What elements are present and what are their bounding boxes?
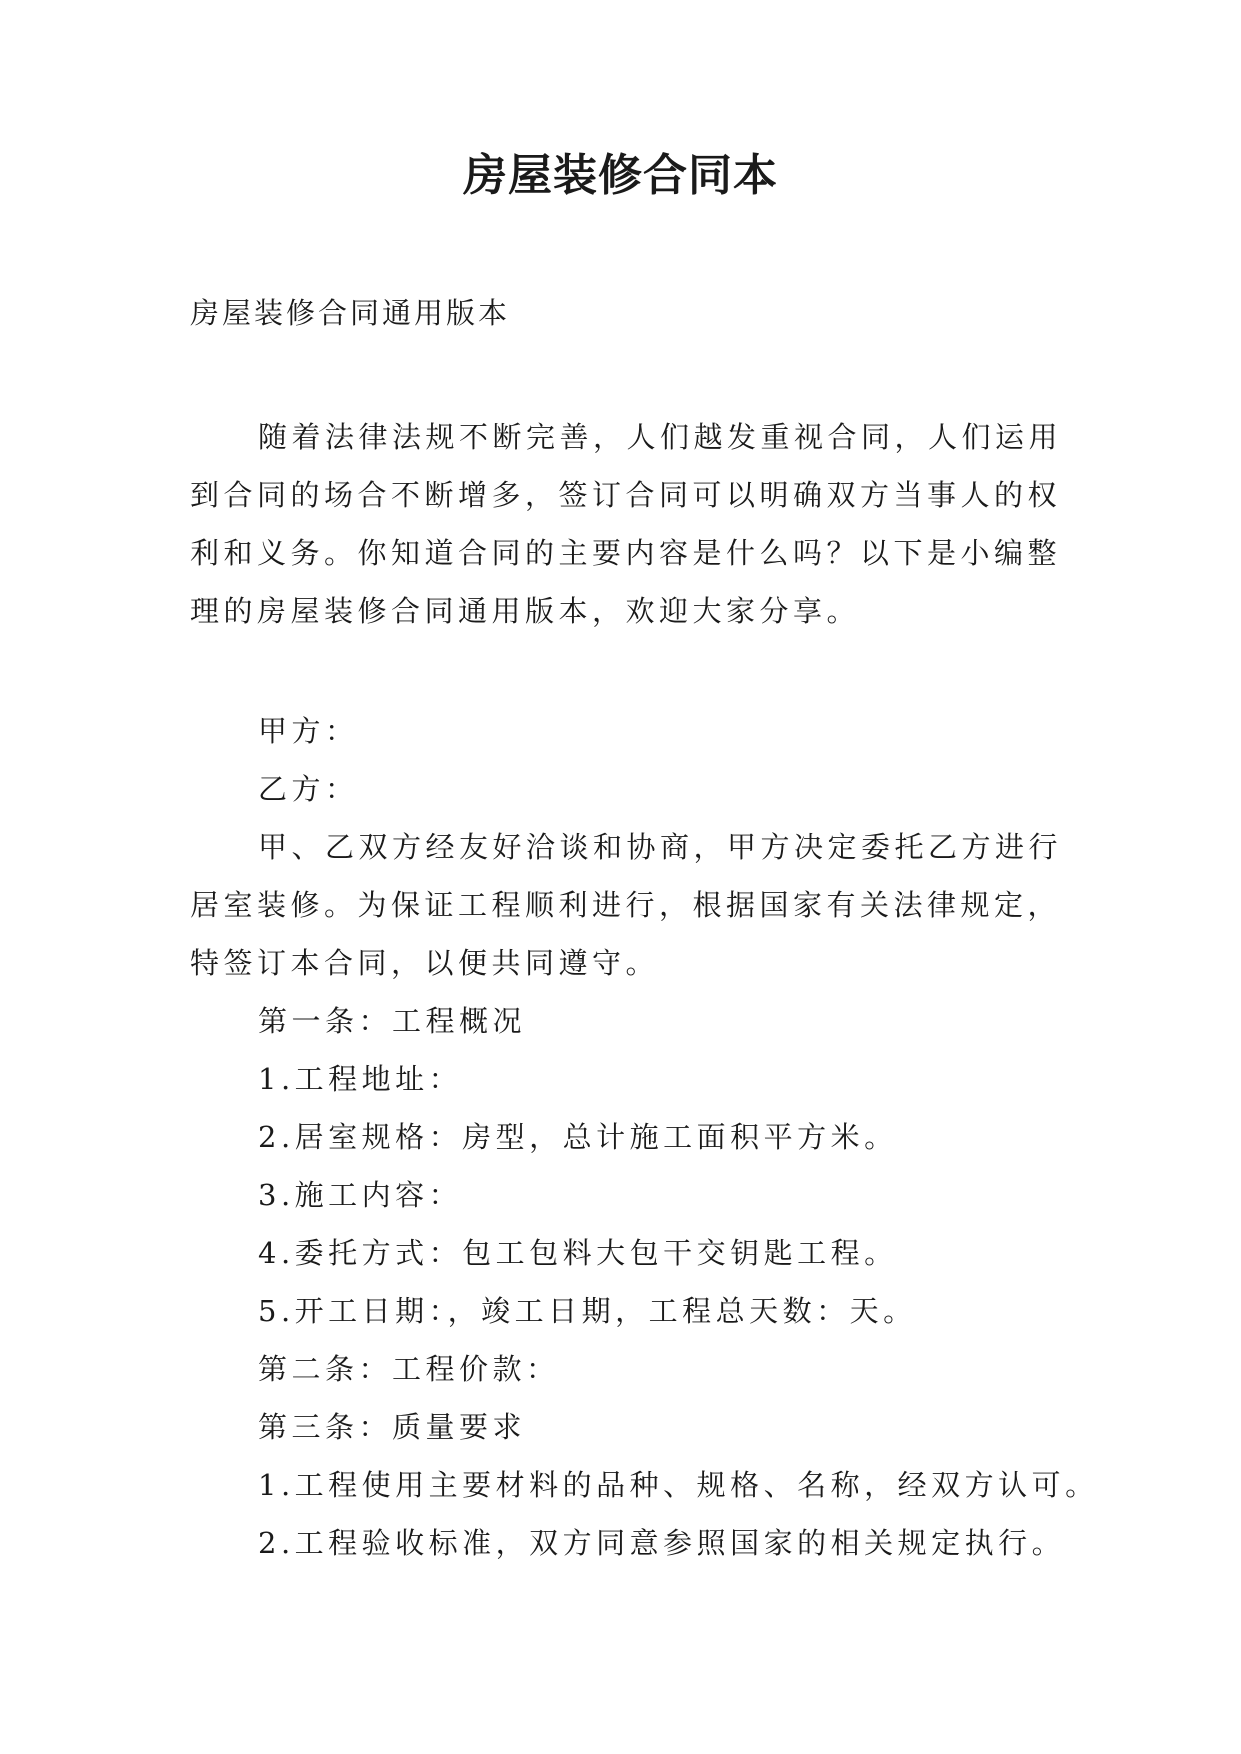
article-1-item: 5.开工日期：，竣工日期，工程总天数：天。 [258, 1294, 917, 1328]
party-a-label: 甲方： [258, 714, 359, 748]
article-1-item: 1.工程地址： [258, 1062, 463, 1096]
contract-body [190, 702, 1099, 1572]
document-subtitle: 房屋装修合同通用版本 [190, 296, 511, 330]
document-title: 房屋装修合同本 [463, 150, 778, 201]
article-3-heading: 第三条：质量要求 [258, 1410, 527, 1444]
preamble-paragraph: 甲、乙双方经友好洽谈和协商，甲方决定委托乙方进行居室装修。为保证工程顺利进行，根据国家有关法律规定，特签订本合同，以便共同遵守。 [190, 830, 1063, 980]
article-2-heading: 第二条：工程价款： [258, 1352, 560, 1386]
article-1-heading: 第一条：工程概况 [258, 1004, 527, 1038]
party-b-label: 乙方： [258, 772, 359, 806]
article-1-item: 4.委托方式：包工包料大包干交钥匙工程。 [258, 1236, 898, 1270]
article-3-item: 2.工程验收标准，双方同意参照国家的相关规定执行。 [258, 1526, 1066, 1560]
article-1-item: 2.居室规格：房型，总计施工面积平方米。 [258, 1120, 898, 1154]
intro-paragraph: 随着法律法规不断完善，人们越发重视合同，人们运用到合同的场合不断增多，签订合同可以明确双方当事人的权利和义务。你知道合同的主要内容是什么吗？以下是小编整理的房屋装修合同通用版本，欢迎大家分享。 [190, 420, 1063, 628]
article-3-item: 1.工程使用主要材料的品种、规格、名称，经双方认可。 [258, 1468, 1099, 1502]
article-1-item: 3.施工内容： [258, 1178, 463, 1212]
